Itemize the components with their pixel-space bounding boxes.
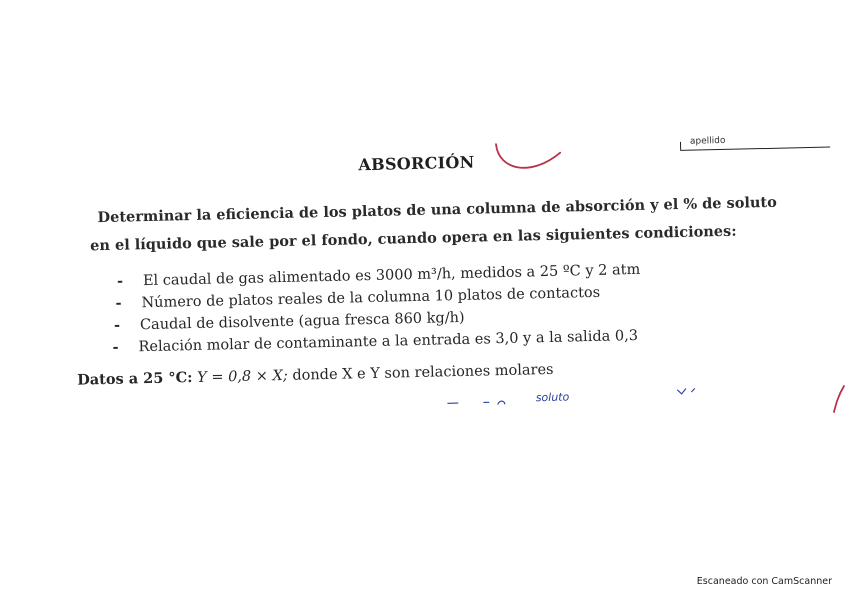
handwritten-soluto: soluto [535, 390, 570, 405]
problem-statement-line-1: Determinar la eficiencia de los platos de una columna de absorción y el % de soluto [97, 193, 778, 227]
condition-molar-ratio: Relación molar de contaminante a la entrada es 3,0 y a la salida 0,3 [138, 327, 639, 356]
equilibrium-equation: Y = 0,8 × X; [197, 367, 288, 386]
data-description: donde X e Y son relaciones molares [292, 361, 554, 384]
condition-gas-flow: El caudal de gas alimentado es 3000 m³/h, medidos a 25 ºC y 2 atm [142, 261, 641, 290]
bullet-dash: - [112, 338, 119, 356]
name-field-label: apellido [689, 135, 726, 147]
red-check-mark [496, 143, 561, 169]
bullet-dash: - [113, 316, 121, 334]
blue-handwriting [448, 389, 695, 406]
condition-plates: Número de platos reales de la columna 10 platos de contactos [141, 284, 601, 312]
red-margin-mark [820, 380, 848, 420]
condition-solvent-flow: Caudal de disolvente (agua fresca 860 kg/h) [139, 309, 465, 334]
scanner-watermark: Escaneado con CamScanner [696, 576, 832, 587]
bullet-dash: - [116, 272, 124, 290]
handwriting-layer [60, 132, 848, 440]
data-label: Datos a 25 °C: [77, 369, 193, 389]
bullet-dash: - [115, 294, 122, 312]
page-title: ABSORCIÓN [358, 152, 475, 175]
problem-statement-line-2: en el líquido que sale por el fondo, cuando opera en las siguientes condiciones: [89, 222, 737, 255]
exam-sheet [60, 132, 846, 420]
